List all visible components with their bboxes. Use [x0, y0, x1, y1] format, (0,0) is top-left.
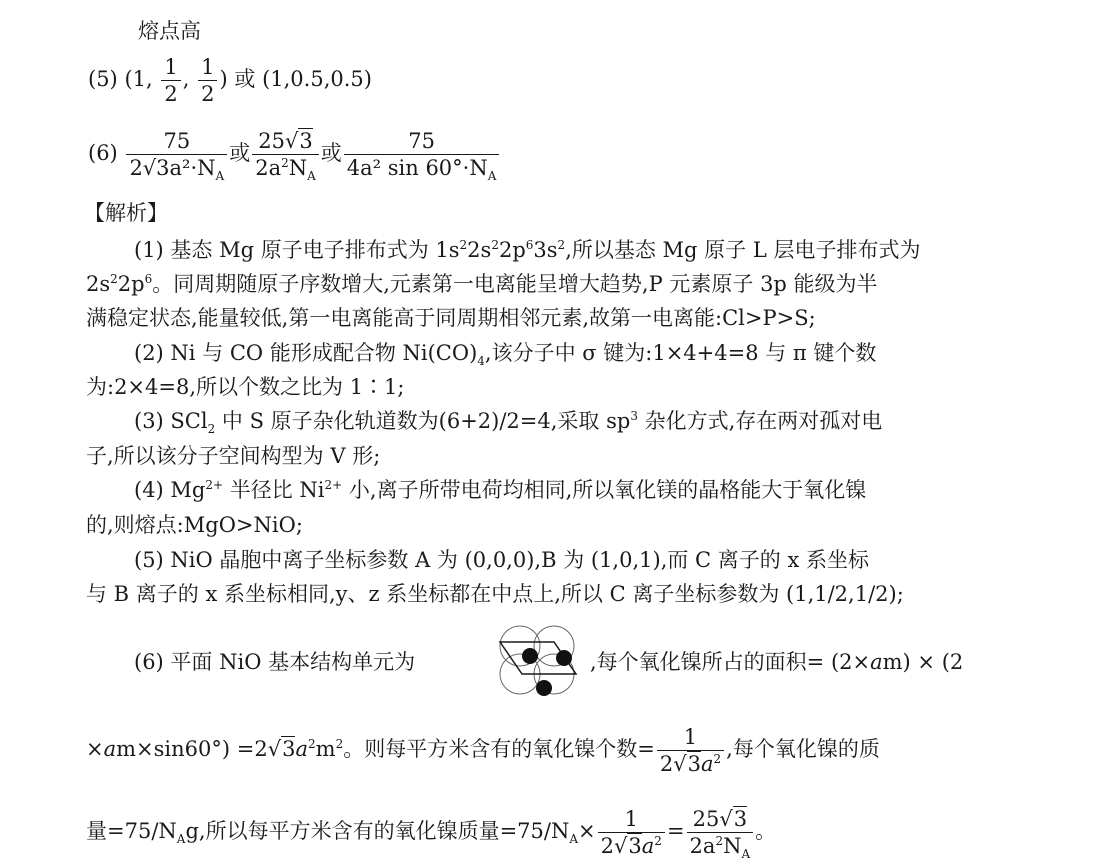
text: ,每个氧化镍所占的面积= (2× [590, 650, 871, 674]
text: (6) 平面 NiO 基本结构单元为 [134, 650, 416, 674]
or-word: 或 [229, 141, 251, 165]
superscript: 6 [144, 272, 153, 286]
denominator: $2√3a^2$ [657, 750, 724, 777]
num-coef: 25 [692, 807, 720, 831]
den-a: 2a [255, 156, 282, 180]
coef: 2 [659, 752, 674, 776]
superscript: 2 [715, 834, 724, 848]
text: × [578, 819, 596, 843]
answer-5-open: (1, [124, 67, 153, 91]
analysis-2-line-2: 为:2×4=8,所以个数之比为 1∶1; [86, 375, 405, 399]
answer-6-fraction-1 [126, 128, 227, 184]
answer-6-label: (6) [88, 141, 118, 165]
text: (2) Ni 与 CO 能形成配合物 Ni(CO) [134, 341, 478, 365]
text: 。 [755, 819, 777, 843]
superscript: 3 [630, 409, 638, 423]
den-text: 4a² sin 60°·N [346, 156, 488, 180]
radicand: 3 [733, 807, 748, 831]
analysis-3-line-2: 子,所以该分子空间构型为 V 形; [86, 444, 381, 468]
answer-5-label: (5) [88, 67, 118, 91]
numerator: 1 [201, 55, 215, 79]
denominator-text: 2√3a²·N [129, 156, 216, 180]
radicand: 3 [299, 129, 313, 153]
answer-4-tail: 熔点高 [138, 19, 201, 43]
fraction-half [161, 54, 180, 107]
text: 。则每平方米含有的氧化镍个数= [343, 737, 655, 761]
text: 3s [533, 238, 558, 262]
superscript: 2 [335, 737, 344, 751]
text: m) × (2 [882, 650, 964, 674]
fraction-25sqrt3-over-2a2NA [687, 806, 754, 862]
analysis-heading: 【解析】 [84, 201, 168, 225]
text: = [666, 819, 685, 843]
denominator [687, 832, 754, 862]
analysis-6-line-3 [86, 806, 777, 862]
analysis-4-line-2: 的,则熔点:MgO>NiO; [86, 513, 303, 537]
answer-6-fraction-3 [344, 128, 500, 184]
den-N: N [723, 834, 742, 858]
analysis-1-line-1 [134, 237, 920, 263]
comma: , [182, 67, 190, 91]
superscript: 6 [525, 238, 534, 252]
denominator [344, 154, 500, 184]
text: 。同周期随原子序数增大,元素第一电离能呈增大趋势,P 元素原子 3p 能级为半 [152, 272, 878, 296]
coef: 2 [600, 834, 614, 858]
text: ,该分子中 σ 键为:1×4+4=8 与 π 键个数 [484, 341, 877, 365]
text: 小,离子所带电荷均相同,所以氧化镁的晶格能大于氧化镍 [342, 478, 867, 502]
radicand: 3 [687, 752, 701, 776]
text: g,所以每平方米含有的氧化镍质量=75/N [185, 819, 570, 843]
superscript: 2 [654, 834, 662, 848]
text: 量=75/N [86, 819, 177, 843]
den-a: 2a [689, 834, 716, 858]
analysis-1-line-2 [86, 271, 878, 297]
numerator: 75 [408, 129, 435, 153]
answer-6-fraction-2 [252, 128, 319, 184]
subscript: A [215, 169, 225, 184]
text: × [86, 737, 104, 761]
superscript: 2 [308, 737, 316, 751]
numerator: 1 [624, 807, 638, 831]
answer-6 [88, 128, 501, 184]
subscript: A [176, 832, 186, 847]
denominator [126, 154, 227, 184]
text: ,每个氧化镍的质 [726, 737, 880, 761]
radicand: 3 [628, 834, 642, 858]
text: 2s [467, 238, 492, 262]
analysis-2-line-1 [134, 340, 877, 369]
superscript: 2 [557, 238, 566, 252]
fraction-half [198, 54, 217, 107]
analysis-4-line-1 [134, 477, 866, 503]
subscript: A [741, 847, 751, 862]
variable-a: a [295, 737, 309, 761]
num-coef: 25 [258, 129, 285, 153]
text: ,所以基态 Mg 原子 L 层电子排布式为 [565, 238, 921, 262]
subscript: A [487, 169, 497, 184]
analysis-6-line-2: $\times am\times\sin 60^\circ) =2√3a^2m^2$。则每平方米含有的氧化镍个数= $\frac{1}{2√3a^2}$ ,每个氧化镍的质 [86, 725, 880, 776]
or-word: 或 [234, 67, 256, 91]
analysis-5-line-2: 与 B 离子的 x 系坐标相同,y、z 系坐标都在中点上,所以 C 离子坐标参数为 (1,1/2,1/2); [86, 582, 904, 606]
nio-structure-diagram [484, 622, 590, 702]
answer-5 [88, 54, 372, 107]
or-word: 或 [320, 141, 342, 165]
superscript: 2 [713, 752, 722, 766]
analysis-5-line-1: (5) NiO 晶胞中离子坐标参数 A 为 (0,0,0),B 为 (1,0,1),而 C 离子的 x 系坐标 [134, 548, 869, 572]
variable-a: a [103, 737, 117, 761]
variable-a: a [641, 834, 655, 858]
text: m×sin60°) =2 [116, 737, 268, 761]
radicand: 3 [282, 737, 296, 761]
numerator: 75 [163, 129, 191, 153]
text: 中 S 原子杂化轨道数为(6+2)/2=4,采取 sp [215, 409, 631, 433]
numerator: 25√3 [258, 129, 313, 153]
subscript: 4 [477, 354, 485, 369]
text: (4) Mg [134, 478, 206, 502]
superscript: 2+ [324, 478, 343, 492]
analysis-3-line-1 [134, 408, 883, 437]
denominator: 2 [198, 80, 217, 107]
denominator: 2 [161, 80, 180, 107]
text: 2p [498, 238, 526, 262]
denominator [252, 154, 319, 184]
answer-5-alt: (1,0.5,0.5) [262, 67, 372, 91]
text: 杂化方式,存在两对孤对电 [637, 409, 883, 433]
superscript: 2 [459, 238, 468, 252]
numerator: 1 [683, 725, 698, 749]
text: m [315, 737, 336, 761]
denominator: $2√3a^2$ [598, 832, 665, 859]
text: 2s [86, 272, 111, 296]
fraction-one-over-2sqrt3a2 [598, 806, 665, 859]
superscript: 2 [281, 156, 289, 170]
numerator: 25√3 [692, 807, 748, 831]
answer-5-close: ) [219, 67, 228, 91]
variable-a: a [700, 752, 714, 776]
subscript: 2 [207, 422, 216, 437]
analysis-1-line-3: 满稳定状态,能量较低,第一电离能高于同周期相邻元素,故第一电离能:Cl>P>S; [86, 306, 816, 330]
superscript: 2 [110, 272, 118, 286]
analysis-6-line-1 [134, 649, 415, 675]
numerator: 1 [164, 55, 178, 79]
text: 半径比 Ni [223, 478, 325, 502]
variable-a: a [870, 650, 883, 674]
subscript: A [569, 832, 579, 847]
text: (3) SCl [134, 409, 208, 433]
superscript: 2 [491, 238, 499, 252]
fraction-one-over-2sqrt3a2 [657, 724, 724, 777]
text: 2p [117, 272, 145, 296]
analysis-6-line-1-cont [590, 649, 963, 675]
superscript: 2+ [205, 478, 224, 492]
subscript: A [307, 169, 316, 184]
text: (1) 基态 Mg 原子电子排布式为 1s [134, 238, 460, 262]
den-N: N [288, 156, 308, 180]
